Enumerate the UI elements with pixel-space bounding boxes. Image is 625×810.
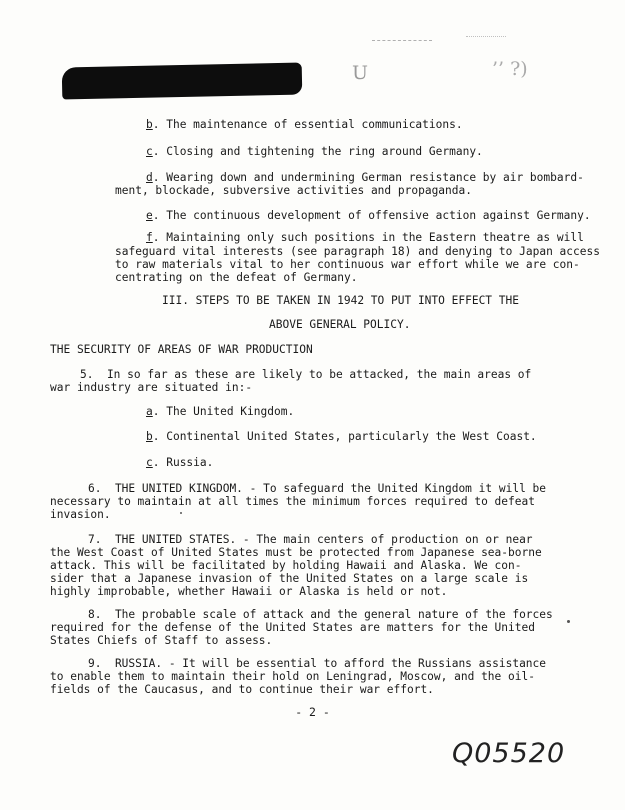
item-f-cont-2: to raw materials vital to her continuous war effort while we are con- — [115, 258, 580, 271]
para8-line3: States Chiefs of Staff to assess. — [50, 634, 273, 647]
item-text: . Russia. — [152, 456, 214, 469]
para7-line1: 7. THE UNITED STATES. - The main centers of production on or near — [88, 533, 533, 546]
subheading: THE SECURITY OF AREAS OF WAR PRODUCTION — [50, 343, 313, 356]
item-label: d — [146, 171, 153, 184]
para7-line5: highly improbable, whether Hawaii or Alaska is held or not. — [50, 585, 448, 598]
para9-line3: fields of the Caucasus, and to continue their war effort. — [50, 683, 434, 696]
redaction-bar — [62, 62, 303, 99]
item-f — [146, 231, 584, 245]
para9-line2: to enable them to maintain their hold on Leningrad, Moscow, and the oil- — [50, 670, 535, 683]
item-text: . Closing and tightening the ring around Germany. — [152, 145, 483, 158]
classification-stamp: U — [352, 62, 371, 84]
para5-item-c — [146, 456, 213, 470]
page-number: - 2 - — [295, 705, 330, 719]
scan-speck — [567, 620, 570, 623]
para7-line2: the West Coast of United States must be protected from Japanese sea-borne — [50, 546, 542, 559]
item-label: a — [146, 405, 153, 418]
item-e — [146, 209, 591, 223]
para5-line2: war industry are situated in:- — [50, 381, 253, 394]
item-text: . The maintenance of essential communications. — [152, 118, 463, 131]
stamp-marks-right — [466, 36, 506, 47]
item-label: c — [146, 456, 153, 469]
para7-line4: sider that a Japanese invasion of the United States on a large scale is — [50, 572, 529, 585]
para8-line2: required for the defense of the United States are matters for the United — [50, 621, 535, 634]
para8-line1: 8. The probable scale of attack and the general nature of the forces — [88, 608, 553, 621]
para6-line3: invasion. — [50, 508, 111, 521]
para7-line3: attack. This will be facilitated by holding Hawaii and Alaska. We con- — [50, 559, 522, 572]
item-label: b — [146, 118, 153, 131]
para6-line2: necessary to maintain at all times the minimum forces required to defeat — [50, 495, 535, 508]
scan-speck — [180, 512, 182, 514]
para9-line1: 9. RUSSIA. - It will be essential to afford the Russians assistance — [88, 657, 547, 670]
para6-line1: 6. THE UNITED KINGDOM. - To safeguard the United Kingdom it will be — [88, 482, 547, 495]
item-text: . The continuous development of offensive action against Germany. — [152, 209, 591, 222]
item-f-cont-1: safeguard vital interests (see paragraph 18) and denying to Japan access — [115, 245, 600, 258]
para5-item-b — [146, 430, 537, 444]
item-text: . Continental United States, particularly the West Coast. — [152, 430, 537, 443]
item-f-cont-3: centrating on the defeat of Germany. — [115, 271, 358, 284]
item-label: b — [146, 430, 153, 443]
stamp-marks — [372, 40, 432, 51]
para5-line1: 5. In so far as these are likely to be attacked, the main areas of — [80, 368, 532, 381]
item-text: . The United Kingdom. — [152, 405, 295, 418]
item-label: e — [146, 209, 153, 222]
para5-item-a — [146, 405, 294, 419]
item-d — [146, 171, 584, 185]
section-heading-line1: III. STEPS TO BE TAKEN IN 1942 TO PUT INTO EFFECT THE — [162, 294, 519, 307]
item-text: . Maintaining only such positions in the Eastern theatre as will — [152, 231, 584, 244]
stamp-fragment: ’’ ?) — [492, 58, 528, 80]
item-label: c — [146, 145, 153, 158]
item-c — [146, 145, 483, 159]
item-d-cont: ment, blockade, subversive activities and propaganda. — [115, 184, 472, 197]
item-b — [146, 118, 463, 132]
handwritten-reference: Q05520 — [452, 738, 566, 769]
section-heading-line2: ABOVE GENERAL POLICY. — [269, 318, 411, 331]
item-text: . Wearing down and undermining German resistance by air bombard- — [152, 171, 584, 184]
item-label: f — [146, 231, 153, 244]
